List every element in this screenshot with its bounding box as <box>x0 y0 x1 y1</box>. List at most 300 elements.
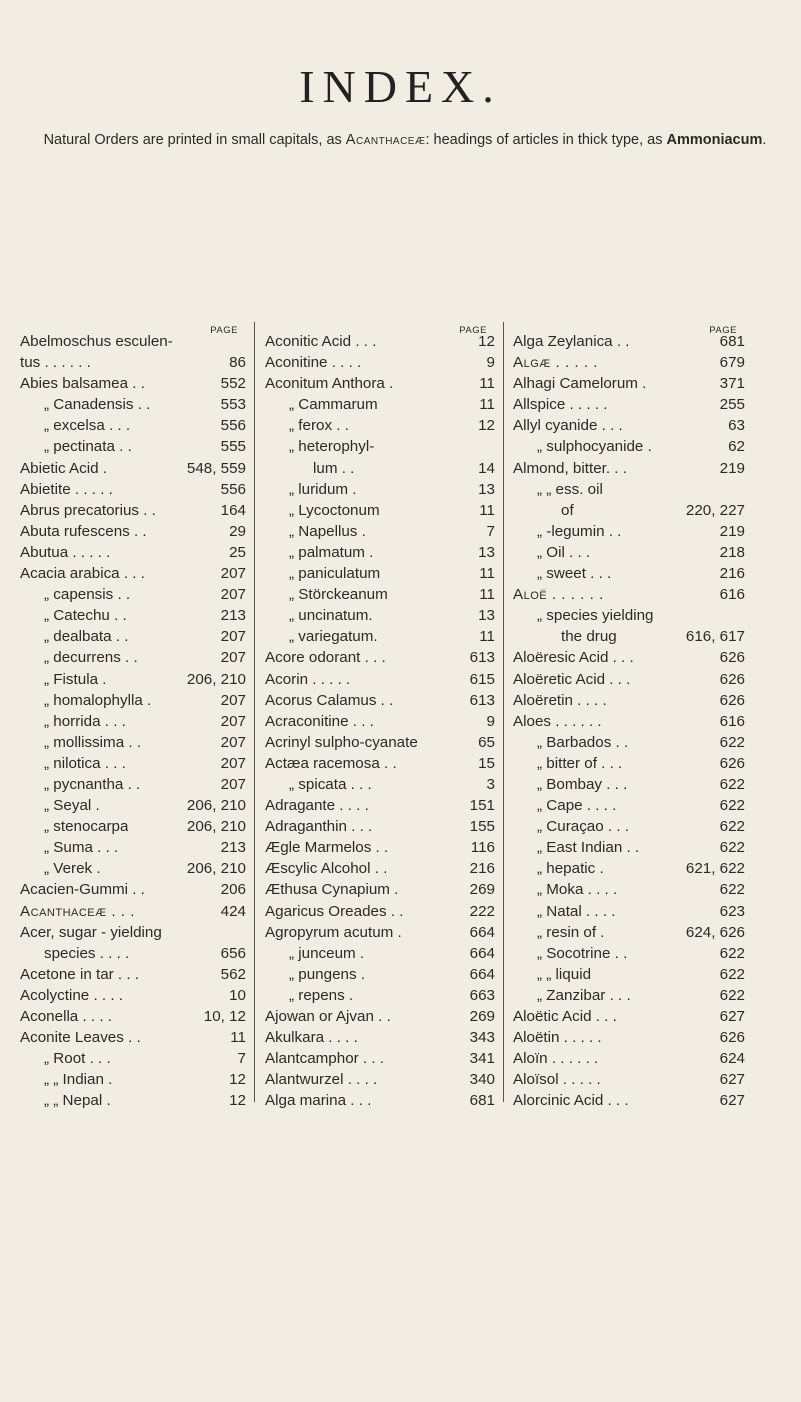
entry-term: „ nilotica . . . <box>44 754 126 772</box>
entry-term: „ stenocarpa <box>44 818 129 836</box>
entry-term: Aconella . . . . <box>20 1008 113 1025</box>
entry-term: „ Socotrine . . <box>537 944 628 962</box>
entry-term: Abies balsamea . . <box>20 375 145 393</box>
index-column-3 <box>513 320 745 1111</box>
index-entry <box>20 816 246 837</box>
index-entry <box>20 352 246 373</box>
entry-page: 207 <box>220 649 246 667</box>
index-entry <box>265 1069 495 1090</box>
page-header-label: PAGE <box>210 325 238 336</box>
column-divider-2 <box>503 322 504 1102</box>
index-entry <box>513 985 745 1006</box>
entry-page: 626 <box>719 1029 745 1047</box>
index-entry <box>20 774 246 795</box>
index-entry <box>513 436 745 457</box>
entry-term: „ „ ess. oil <box>537 480 603 498</box>
entry-term: Almond, bitter. . . <box>513 459 627 477</box>
entry-term: „ sulphocyanide . <box>537 438 652 456</box>
index-entry <box>20 858 246 879</box>
entry-term: Acraconitine . . . <box>265 712 374 730</box>
entry-term: species . . . . <box>44 944 130 962</box>
index-entry <box>265 1090 495 1111</box>
index-entry <box>265 795 495 816</box>
entry-page: 12 <box>478 333 495 350</box>
entry-page: 371 <box>719 375 745 393</box>
index-entry <box>20 436 246 457</box>
entry-page: 11 <box>230 1029 246 1047</box>
page-title: INDEX. <box>299 61 502 112</box>
entry-page: 164 <box>220 501 246 519</box>
index-entry <box>265 479 495 500</box>
entry-term: Abietite . . . . . <box>20 480 113 498</box>
entry-term: Abutua . . . . . <box>20 543 111 561</box>
index-entry <box>513 1027 745 1048</box>
entry-page: 552 <box>220 375 246 393</box>
entry-term: Aloïn . . . . . . <box>513 1050 599 1068</box>
entry-page: 340 <box>469 1071 495 1089</box>
entry-term: Aloëretic Acid . . . <box>513 670 631 688</box>
index-entry <box>265 352 495 373</box>
index-entry <box>513 690 745 711</box>
entry-page: 155 <box>469 818 495 836</box>
entry-term: „ decurrens . . <box>44 649 138 667</box>
index-entry <box>513 563 745 584</box>
index-entry <box>20 690 246 711</box>
entry-term: „ Canadensis . . <box>44 396 151 414</box>
entry-term: Aloes . . . . . . <box>513 712 602 730</box>
entry-term: Acorin . . . . . <box>265 670 351 688</box>
entry-page: 220, 227 <box>685 501 745 519</box>
entry-page: 681 <box>719 333 745 350</box>
index-entry <box>513 479 745 500</box>
entry-page: 626 <box>719 670 745 688</box>
entry-page: 25 <box>229 543 246 561</box>
entry-page: 11 <box>479 375 495 393</box>
entry-term: „ spicata . . . <box>289 775 372 793</box>
entry-page: 556 <box>220 417 246 435</box>
index-entry <box>265 373 495 394</box>
entry-page: 15 <box>478 754 495 772</box>
entry-page: 10 <box>229 986 246 1004</box>
entry-term: „ Barbados . . <box>537 733 629 751</box>
index-entry <box>265 394 495 415</box>
entry-page: 424 <box>220 902 246 920</box>
index-column-1 <box>20 320 246 1111</box>
entry-page: 555 <box>220 438 246 456</box>
index-entry <box>265 816 495 837</box>
entry-term: „ paniculatum <box>289 565 381 583</box>
entry-page: 206, 210 <box>186 818 246 836</box>
entry-page: 207 <box>220 712 246 730</box>
entry-page: 627 <box>719 1092 745 1110</box>
index-entry <box>265 1006 495 1027</box>
index-entry <box>265 837 495 858</box>
entry-page: 562 <box>220 965 246 983</box>
entry-page: 553 <box>220 396 246 414</box>
index-entry <box>513 542 745 563</box>
index-entry <box>20 626 246 647</box>
entry-term: „ Natal . . . . <box>537 902 616 920</box>
entry-page: 206, 210 <box>186 860 246 878</box>
entry-page: 11 <box>479 501 495 519</box>
entry-page: 86 <box>229 354 246 372</box>
entry-term: „ junceum . <box>289 944 365 962</box>
index-entry <box>265 732 495 753</box>
entry-page: 621, 622 <box>685 860 745 878</box>
index-entry <box>265 458 495 479</box>
index-entry <box>265 774 495 795</box>
entry-page: 13 <box>478 607 495 625</box>
index-entry <box>513 879 745 900</box>
page-header-label: PAGE <box>459 325 487 336</box>
entry-term: „ hepatic . <box>537 860 604 878</box>
entry-term: „ ferox . . <box>289 417 349 435</box>
index-entry <box>265 415 495 436</box>
index-entry <box>513 669 745 690</box>
index-entry <box>20 1027 246 1048</box>
index-entry <box>265 1027 495 1048</box>
entry-page: 616, 617 <box>685 628 745 646</box>
index-entry <box>513 774 745 795</box>
entry-page: 613 <box>469 691 495 709</box>
entry-term: „ luridum . <box>289 480 357 498</box>
index-entry <box>20 415 246 436</box>
entry-term: the drug <box>561 628 617 646</box>
entry-page: 627 <box>719 1071 745 1089</box>
entry-page: 615 <box>469 670 495 688</box>
entry-term: „ bitter of . . . <box>537 754 623 772</box>
entry-page: 213 <box>220 839 246 857</box>
entry-page: 29 <box>229 522 246 540</box>
index-entry <box>20 584 246 605</box>
index-entry <box>513 858 745 879</box>
index-entry <box>20 479 246 500</box>
note-text-2: : headings of articles in thick type, as <box>425 132 667 148</box>
entry-term: Acetone in tar . . . <box>20 965 140 983</box>
index-entry <box>265 753 495 774</box>
entry-term: „ Cape . . . . <box>537 797 617 815</box>
index-entry <box>20 901 246 922</box>
index-entry <box>513 837 745 858</box>
index-entry <box>20 542 246 563</box>
entry-term: „ species yielding <box>537 607 654 625</box>
entry-term: „ palmatum . <box>289 543 374 561</box>
index-entry <box>20 458 246 479</box>
entry-page: 218 <box>719 543 745 561</box>
entry-page: 222 <box>469 902 495 920</box>
entry-term: „ „ Indian . <box>44 1071 113 1089</box>
entry-page: 11 <box>479 628 495 646</box>
index-entry <box>265 436 495 457</box>
index-entry <box>265 605 495 626</box>
index-entry <box>265 964 495 985</box>
index-entry <box>20 732 246 753</box>
entry-term: Alhagi Camelorum . <box>513 375 647 393</box>
index-entry <box>513 816 745 837</box>
entry-term: Actæa racemosa . . <box>265 754 397 772</box>
entry-term: „ East Indian . . <box>537 839 640 857</box>
entry-page: 207 <box>220 775 246 793</box>
entry-term: „ Root . . . <box>44 1050 111 1068</box>
entry-page: 62 <box>728 438 745 456</box>
entry-page: 616 <box>719 586 745 604</box>
entry-page: 219 <box>719 522 745 540</box>
entry-term: Agaricus Oreades . . <box>265 902 404 920</box>
index-entry <box>513 964 745 985</box>
entry-term: Alantcamphor . . . <box>265 1050 385 1068</box>
entry-page: 613 <box>469 649 495 667</box>
index-entry <box>265 647 495 668</box>
entry-page: 9 <box>486 354 495 372</box>
index-entry <box>513 394 745 415</box>
entry-page: 622 <box>719 775 745 793</box>
index-entry <box>265 626 495 647</box>
index-entry <box>20 711 246 732</box>
entry-term: Acanthaceæ . . . <box>20 902 135 920</box>
entry-term: „ „ liquid <box>537 965 592 983</box>
entry-term: Aloëtic Acid . . . <box>513 1008 617 1025</box>
entry-term: „ repens . <box>289 986 354 1004</box>
entry-page: 622 <box>719 986 745 1004</box>
entry-page: 151 <box>469 797 495 815</box>
index-entry <box>20 500 246 521</box>
entry-page: 12 <box>229 1092 246 1110</box>
entry-page: 12 <box>478 417 495 435</box>
index-entry <box>265 690 495 711</box>
entry-term: „ „ Nepal . <box>44 1092 111 1110</box>
entry-page: 624 <box>719 1050 745 1068</box>
entry-page: 269 <box>469 881 495 899</box>
entry-page: 11 <box>479 396 495 414</box>
index-entry <box>513 732 745 753</box>
entry-term: Acore odorant . . . <box>265 649 386 667</box>
index-entry <box>20 373 246 394</box>
entry-page <box>240 331 246 352</box>
entry-page <box>739 605 745 626</box>
index-entry <box>513 352 745 373</box>
entry-page: 63 <box>728 417 745 435</box>
entry-term: tus . . . . . . <box>20 354 91 372</box>
entry-term: „ excelsa . . . <box>44 417 131 435</box>
entry-term: Acorus Calamus . . <box>265 691 394 709</box>
index-entry <box>20 753 246 774</box>
entry-page: 13 <box>478 480 495 498</box>
entry-term: Aloïsol . . . . . <box>513 1071 601 1089</box>
index-entry <box>513 753 745 774</box>
entry-page: 622 <box>719 965 745 983</box>
entry-term: Abrus precatorius . . <box>20 501 156 519</box>
entry-term: Aconitine . . . . <box>265 354 362 372</box>
index-entry <box>265 901 495 922</box>
index-entry <box>265 922 495 943</box>
index-entry <box>513 605 745 626</box>
index-entry <box>265 521 495 542</box>
entry-page: 207 <box>220 754 246 772</box>
index-entry <box>20 647 246 668</box>
index-entry <box>20 837 246 858</box>
entry-term: „ pungens . <box>289 965 365 983</box>
entry-page: 622 <box>719 733 745 751</box>
entry-page: 622 <box>719 944 745 962</box>
index-entry <box>513 943 745 964</box>
entry-page: 556 <box>220 480 246 498</box>
index-entry <box>513 373 745 394</box>
index-entry <box>265 858 495 879</box>
entry-term: „ uncinatum. <box>289 607 373 625</box>
entry-term: „ sweet . . . <box>537 565 612 583</box>
index-entry <box>513 584 745 605</box>
entry-page: 616 <box>719 712 745 730</box>
entry-page: 622 <box>719 839 745 857</box>
entry-page: 216 <box>719 565 745 583</box>
entry-term: Alorcinic Acid . . . <box>513 1092 629 1110</box>
entry-term: „ -legumin . . <box>537 522 622 540</box>
index-entry <box>513 1048 745 1069</box>
entry-term: „ Zanzibar . . . <box>537 986 631 1004</box>
entry-page: 207 <box>220 565 246 583</box>
entry-term: Æscylic Alcohol . . <box>265 860 388 878</box>
entry-page <box>739 479 745 500</box>
entry-term: „ homalophylla . <box>44 691 152 709</box>
index-entry <box>513 1069 745 1090</box>
index-entry <box>265 669 495 690</box>
index-entry <box>513 521 745 542</box>
index-entry <box>20 394 246 415</box>
entry-term: „ Oil . . . <box>537 543 591 561</box>
entry-page: 207 <box>220 628 246 646</box>
entry-page: 206 <box>220 881 246 899</box>
entry-page: 623 <box>719 902 745 920</box>
entry-term: Abelmoschus esculen- <box>20 333 173 350</box>
index-entry <box>20 1090 246 1111</box>
index-entry <box>265 879 495 900</box>
index-entry <box>265 1048 495 1069</box>
index-entry <box>20 1006 246 1027</box>
entry-term: „ resin of . <box>537 923 605 941</box>
entry-page: 3 <box>486 775 495 793</box>
entry-page: 664 <box>469 923 495 941</box>
entry-page: 343 <box>469 1029 495 1047</box>
index-entry <box>513 500 745 521</box>
index-entry <box>20 943 246 964</box>
index-entry <box>513 458 745 479</box>
index-entry <box>265 542 495 563</box>
index-entry <box>265 943 495 964</box>
entry-term: Aconitum Anthora . <box>265 375 394 393</box>
entry-term: Abuta rufescens . . <box>20 522 147 540</box>
entry-term: „ Störckeanum <box>289 586 388 604</box>
entry-term: Aloëresic Acid . . . <box>513 649 634 667</box>
entry-term: „ heterophyl- <box>289 438 375 456</box>
index-entry <box>20 521 246 542</box>
entry-term: Aloëtin . . . . . <box>513 1029 602 1047</box>
page-header-label: PAGE <box>709 325 737 336</box>
entry-term: „ horrida . . . <box>44 712 126 730</box>
entry-page: 255 <box>719 396 745 414</box>
entry-page: 206, 210 <box>186 797 246 815</box>
entry-term: Abietic Acid . <box>20 459 107 477</box>
entry-term: „ Seyal . <box>44 797 100 815</box>
entry-page: 622 <box>719 797 745 815</box>
index-entry <box>513 922 745 943</box>
entry-page: 622 <box>719 818 745 836</box>
entry-page: 624, 626 <box>685 923 745 941</box>
entry-page: 213 <box>220 607 246 625</box>
entry-term: „ capensis . . <box>44 586 131 604</box>
index-entry <box>20 1048 246 1069</box>
entry-term: „ pectinata . . <box>44 438 132 456</box>
index-entry <box>513 626 745 647</box>
index-column-2 <box>265 320 495 1111</box>
index-entry <box>20 985 246 1006</box>
index-entry <box>513 901 745 922</box>
entry-page: 116 <box>470 839 495 857</box>
entry-page: 12 <box>229 1071 246 1089</box>
entry-page: 207 <box>220 691 246 709</box>
entry-term: Akulkara . . . . <box>265 1029 358 1047</box>
entry-term: „ variegatum. <box>289 628 378 646</box>
entry-page: 219 <box>719 459 745 477</box>
entry-page: 626 <box>719 754 745 772</box>
index-entry <box>265 563 495 584</box>
entry-term: of <box>561 501 574 519</box>
index-entry <box>513 415 745 436</box>
entry-page <box>489 436 495 457</box>
entry-page: 681 <box>469 1092 495 1110</box>
entry-page: 622 <box>719 881 745 899</box>
entry-term: „ Suma . . . <box>44 839 119 857</box>
note-small-caps-example: Acanthaceæ <box>345 132 426 148</box>
entry-term: Adraganthin . . . <box>265 818 373 836</box>
entry-page: 548, 559 <box>186 459 246 477</box>
entry-term: Agropyrum acutum . <box>265 923 402 941</box>
entry-term: Acer, sugar - yielding <box>20 923 162 941</box>
entry-term: lum . . <box>313 459 355 477</box>
note-text-1: Natural Orders are printed in small capitals, as <box>43 132 346 148</box>
entry-term: Acrinyl sulpho-cyanate <box>265 733 418 751</box>
index-entry <box>20 1069 246 1090</box>
entry-page: 7 <box>237 1050 246 1068</box>
entry-page: 7 <box>486 522 495 540</box>
entry-term: Alga marina . . . <box>265 1092 372 1110</box>
entry-term: Acacia arabica . . . <box>20 565 145 583</box>
entry-term: Acacien-Gummi . . <box>20 881 145 899</box>
note-bold-example: Ammoniacum <box>666 132 763 148</box>
entry-page: 207 <box>220 586 246 604</box>
entry-term: Acolyctine . . . . <box>20 986 123 1004</box>
index-entry <box>20 922 246 943</box>
entry-term: „ Catechu . . <box>44 607 127 625</box>
entry-term: Aconite Leaves . . <box>20 1029 141 1047</box>
entry-page: 207 <box>220 733 246 751</box>
entry-page: 10, 12 <box>203 1008 246 1025</box>
note-text-3: . <box>762 132 767 148</box>
index-note <box>20 128 790 152</box>
index-entry <box>513 795 745 816</box>
entry-term: „ Bombay . . . <box>537 775 628 793</box>
entry-page: 626 <box>719 649 745 667</box>
entry-term: Ajowan or Ajvan . . <box>265 1008 391 1025</box>
entry-page: 679 <box>719 354 745 372</box>
entry-term: Alga Zeylanica . . <box>513 333 630 350</box>
entry-term: Aloëretin . . . . <box>513 691 607 709</box>
entry-page: 664 <box>469 965 495 983</box>
entry-term: Æthusa Cynapium . <box>265 881 399 899</box>
entry-page: 216 <box>469 860 495 878</box>
entry-page: 13 <box>478 543 495 561</box>
index-entry <box>20 879 246 900</box>
entry-page: 11 <box>479 586 495 604</box>
